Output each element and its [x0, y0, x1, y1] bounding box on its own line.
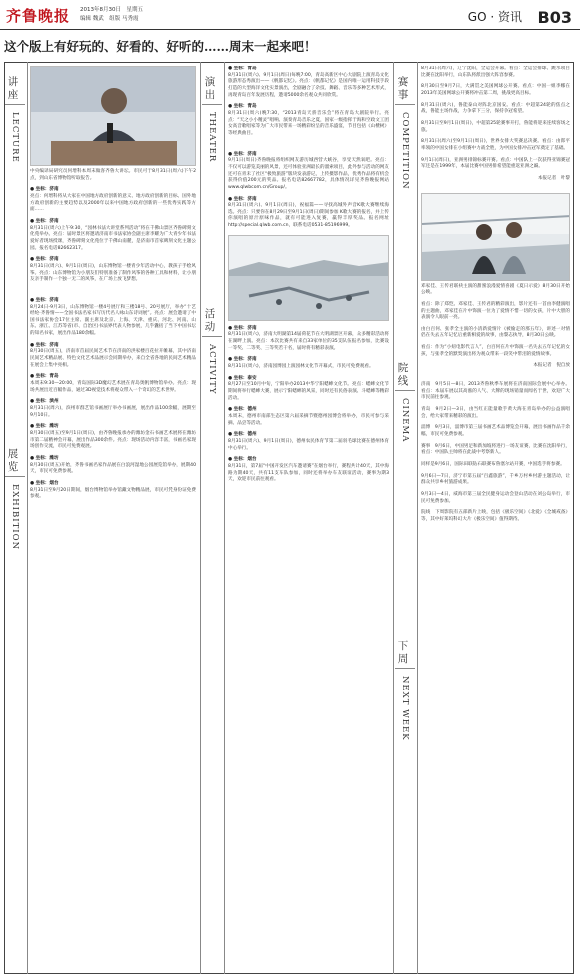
divider — [202, 104, 222, 105]
list-item — [228, 104, 389, 137]
item-body: 8月31日(周六)、9月1日(周日)每晚7:00，青岛高新区中心大剧院上演青岛文化旅游形态秀演出——《帆都记忆》。亮点：《帆都记忆》是国内唯一运用科技手段打造的大型海洋文化实景演出，全剧融合了杂技、舞蹈、音乐等多种艺术形式，再现青岛百年发展历程，邀请5000余名观众共同欣赏。 — [228, 72, 389, 98]
item-body: 9月1日(周日)，亚洲男排锦标赛开赛。看点：中国队上一次获得亚锦赛冠军还是在1999年，本届比赛中国男排希望能重返亚洲之巅。 — [421, 157, 570, 170]
list-item — [30, 374, 196, 394]
list-item — [421, 492, 570, 505]
list-item — [421, 382, 570, 402]
section-label-cinema-en: CINEMA — [400, 398, 410, 443]
issue-date: 2013年8月30日 星期五 — [80, 7, 143, 13]
list-item — [421, 407, 570, 420]
lecture-photo — [30, 66, 196, 166]
item-body: 看点：作为“小妞电影代言人”，白百何在片中饰演一名失去五年记忆的女孩，与张孝全的默契演出将为观众带来一段笑中带泪的爱情故事。 — [421, 345, 570, 357]
item-body: 看点：除了郑恺、邓家佳、王传君的精彩演出，影片还有一首由李健演唱的主题曲，邓家佳在片中饰演一位为了爱情不惜一切的女孩，片中大胆的表演令人眼前一亮。 — [421, 301, 570, 321]
list-item — [30, 456, 196, 476]
item-location: ● 坐标：青岛 — [228, 66, 257, 71]
list-item — [30, 257, 196, 284]
section-label-cinema: 院线 — [397, 362, 409, 388]
item-body: 8月31日(周六)，鲁能泰山对阵北京国安。看点：中超第24轮的焦点之战，鲁能主场作战，力争拿下三分，保持争冠希望。 — [421, 102, 570, 115]
item-body: 8月31日(周六)，济南大明湖第14届荷花节在大明湖景区开幕，众多精彩活动将在湖畔上演。亮点：本次比赛共有来自33家单位的35支队伍报名参加，比赛设一等奖、二等奖、三等奖若干名，届时将有精彩表演。 — [228, 332, 389, 351]
item-location: ● 坐标：德州 — [228, 432, 257, 438]
item-body: 8月31日(周六)至9月1日(周日)，世界女排大奖赛总决赛。看点：由郎平率领的中国女排在小组赛中力战全胜，为中国女排冲击冠军奠定了基础。 — [421, 139, 570, 151]
divider — [395, 104, 415, 105]
dateline — [80, 6, 143, 24]
list-item — [30, 219, 196, 252]
list-item — [228, 357, 389, 370]
item-body: 8月31日(周六)上午9:30，“园林书法大讲堂系列活动”将在千佛山景区齐鲁碑刻文化苑举办。亮点：届时景区将邀请济南市书法家协会副主席李耀为广大青少年书法爱好者现场授课，齐鲁碑刻文化苑位于千佛山南麓，是济南市首家碑刻文化主题公园。报名电话82662317。 — [30, 225, 196, 251]
item-location: ● 坐标：济南 — [30, 187, 59, 193]
list-item — [421, 302, 570, 322]
item-location: ● 坐标：德州 — [228, 407, 257, 413]
item-location: ● 坐标：烟台 — [228, 457, 257, 463]
item-location: ● 坐标：泰安 — [228, 375, 257, 381]
item-body: 淄博 9月3日，淄博市第三届书画艺术品博览会开幕，展出书画作品千余幅，市民可免费参观。 — [421, 425, 570, 438]
column1-content — [30, 66, 196, 970]
list-item — [421, 345, 570, 358]
section-label-competition-en: COMPETITION — [400, 112, 410, 190]
item-location: ● 坐标：济南 — [30, 297, 59, 303]
list-item — [421, 444, 570, 457]
item-body: 8月27日至10月中旬，宁阳举办2013中华宁阳蟋蟀文化节。亮点：蟋蟀文化节期间将举行蟋蟀大赛，展示宁阳蟋蟀的风采，同时还有民俗表演、斗蟋蟀等精彩活动。 — [228, 382, 389, 401]
item-body: 8月30日至9月7日，大满贯之美国网球公开赛。看点：中国一姐李娜在2013年美国网球公开赛将冲击第二周，挑战更高目标。 — [421, 84, 570, 96]
item-body: 8月31日(周六)，滨州市群艺馆书画展厅举办书画展，展出作品100余幅，展期至9月10日。 — [30, 406, 196, 418]
reporter-byline: 本报记者 倪自放 — [533, 363, 570, 369]
movie-still-image — [422, 194, 570, 281]
divider — [5, 104, 25, 105]
item-body: 8月30日(周五)，济南市首届民间艺术节在济南的洪家楼百花拉开帷幕，其中济南民间艺术精品展、特色文化艺术品展示会同期举办，来自全省各地的民间艺术精品在展会上集中亮相。 — [30, 349, 196, 368]
column3-label-strip — [394, 62, 418, 974]
list-item — [228, 407, 389, 427]
list-item — [228, 432, 389, 452]
section-label-exhibition: 展览 — [7, 448, 19, 474]
list-item — [421, 510, 570, 523]
list-item — [228, 326, 389, 353]
section-name: GO · 资讯 — [467, 10, 522, 24]
item-body: 8月30日(周五)至9月1日(周日)，由齐鲁晚报承办的潍坊金石书画艺术展将在潍坊市第二届精神会开幕，展出作品300余件。亮点：现场活动内容丰富，书画名家现场创作交流，市民可免费观展。 — [30, 431, 196, 450]
newspaper-logo: 齐鲁晚报 — [6, 7, 71, 25]
item-body: 9月6日—7日，济宁市第五届“百鑫旅游”，千乡万村乡村游主题活动，让群众共享乡村旅游成果。 — [421, 473, 570, 486]
item-body: 8月31日(周六)，济南园博园上演园林文化节开幕式，市民可免费观看。 — [228, 364, 374, 370]
masthead — [0, 0, 580, 30]
item-body: 青岛 9月2日—3日，由当红正能量歌手黄大海在青岛举办的公益演唱会，给大家带来精彩的演出。 — [421, 407, 570, 419]
list-item — [421, 84, 570, 97]
item-body: 9月1日(周日)齐鲁晚报将组织网友游历城西营大峡谷，享受天然氧吧。亮点：不仅可以游览美丽的风景，还可体验亚洲最长的溜索项目，此外参与活动的网友还可在青未了社区“极致旅游”版块发表游记，上传摄影作品，优秀作品将有机会获得价值200元的奖品。报名电话82667782，具体情况详见齐鲁晚报网站www.qlwbcom.cn/Group/。 — [228, 158, 389, 190]
list-item — [30, 424, 196, 451]
divider — [395, 668, 415, 669]
list-item — [421, 103, 570, 116]
item-body: 院线 下周影院有五部新片上映，包括《极乐空间》《北爱》《全城戒备》等，其中好莱坞科幻大片《极乐空间》值得期待。 — [421, 510, 570, 522]
lake-festival-photo-image — [229, 236, 389, 321]
list-item — [30, 298, 196, 338]
item-body: 8月31日(周六)晚7:30，“2013青岛天骄音乐会”将在青岛大剧院举行。亮点：“天之小小精灵”唱响、演奏青岛音乐之夏，国家一级指挥于海和空政文工团女高音歌唱家等为广大市民带来一场精彩纷呈的音乐盛宴，节目包括《山楂树》等经典曲目。 — [228, 110, 389, 136]
item-location: ● 坐标：济南 — [30, 218, 59, 224]
item-body: 济南 9月5日—8日，2013齐鲁秋季车展将在济南国际会展中心举办。看点：本届车展以其高涨的人气、大牌的现场销量而闻名于世，欢迎广大市民前往参观。 — [421, 382, 570, 401]
item-body: 本周末，德州市南部生态区第六届采摘节暨德州园博会将举办，市民可参与采摘、品尝等活动。 — [228, 414, 389, 426]
list-item — [228, 152, 389, 192]
activity-photo — [228, 235, 389, 321]
item-location: ● 坐标：潍坊 — [30, 424, 59, 430]
item-body: 由白百何、张孝全主演的小清新爱情片《被偷走的那五年》，讲述一对情侣在失去五年记忆后重新相爱的故事，由黎志执导，8月30日公映。 — [421, 326, 570, 339]
list-item — [228, 376, 389, 403]
cinema-photo-caption: 邓家佳、王传君联袂主演的甜蜜浪漫爱情喜剧《夏日示爱》8月30日开始公映。 — [421, 283, 570, 296]
section-label-theater-en: THEATER — [207, 112, 217, 163]
cinema-photo — [421, 193, 570, 281]
item-body: 8月31日(周六)，辽宁沈阳，全运会开幕。看点：全运会排球、跳水项目比赛在沈阳举行，山东队将派出强大阵容参赛。 — [421, 66, 570, 78]
item-body: 8月31日(周六)、9月1日(周日)，山东博物馆一楼青少年活动中心，教孩子手绘风筝。亮点：山东博物馆为小朋友们特别准备了制作风筝的各种工具和材料，让小朋友亲手制作一个独一无二的风筝，在广场上放飞梦想。 — [30, 263, 196, 283]
list-item — [228, 197, 389, 230]
reporter-byline: 本报记者 叶黎 — [537, 175, 570, 181]
item-body: 8月31日至9月1日(周日)，中超第25轮赛事开打，鲁能将迎来连续客场之旅。 — [421, 120, 570, 133]
item-body: 本周末9:30—20:00，青岛国际3D魔幻艺术展在青岛奥帆博物馆举办。亮点：现场共展出近百幅作品，通过3D视觉技术将观众带入一个奇幻的艺术世界。 — [30, 381, 196, 393]
divider — [202, 336, 222, 337]
item-body: 8月31日至9月20日期间，烟台博物馆举办馆藏文物精品展，市民可凭身份证免费参观。 — [30, 487, 196, 500]
list-item — [30, 481, 196, 501]
list-item — [30, 343, 196, 370]
lecture-photo-caption: 中央编译局研究员何增科本周末做客齐鲁大讲坛。市民可于8月31日(周六)下午2点，到山东省博物馆听取报告。 — [30, 169, 196, 181]
list-item — [421, 121, 570, 134]
item-location: ● 坐标：济南 — [228, 196, 257, 202]
item-location: ● 坐标：滨州 — [30, 399, 59, 405]
list-item — [421, 139, 570, 152]
section-label-nextweek-en: NEXT WEEK — [400, 676, 410, 741]
item-body: 同样是9月6日，国际田联钻石联赛布鲁塞尔站开赛，中国选手将参赛。 — [421, 462, 565, 467]
list-item — [421, 425, 570, 438]
item-body: 8月31日(周六)、9月1日(周日)，德州农民体育节第二届羽毛球比赛在德州体育中心举行。 — [228, 438, 389, 451]
item-location: ● 坐标：青岛 — [30, 374, 59, 380]
list-item — [421, 462, 570, 469]
item-body: 赛事 9月6日，中国男足和新加坡将进行一场友谊赛，比赛在沈阳举行，看点：中国队主帅将在此战中考察新人。 — [421, 443, 570, 456]
speaker-photo-image — [31, 67, 196, 166]
section-label-activity: 活动 — [204, 308, 216, 334]
divider — [5, 476, 25, 477]
list-item — [421, 327, 570, 340]
column2-label-strip — [201, 62, 225, 974]
section-label-theater: 演出 — [204, 76, 216, 102]
item-body: 8月24日-9月3日，山东博物馆一楼4号展厅和三楼18号、20号展厅，举办“十艺经纶·齐鲁情——全国书法名家书写历代名人咏山东诗词展”。亮点：展会邀请了中国书法家协会17位主席、副主席及北京、上海、天津、重庆、河北、河南、山东、浙江、江苏等省(市、自治区)书法界代表人物参展，几乎囊括了当下中国书坛的知名书家，展出作品180余幅。 — [30, 304, 196, 337]
item-body: 8月30日(周五)开始，齐鲁书画名家作品展在白浪河湿地公园展览馆举办，展期40天，市民可免费参观。 — [30, 462, 196, 475]
list-item — [30, 399, 196, 419]
column1-label-strip — [4, 62, 28, 974]
list-item — [30, 187, 196, 214]
item-location: ● 坐标：济南 — [30, 342, 59, 348]
item-location: ● 坐标：济南 — [228, 151, 257, 157]
list-item — [421, 474, 570, 487]
divider — [395, 390, 415, 391]
page-number: B03 — [537, 8, 572, 27]
section-label-activity-en: ACTIVITY — [207, 344, 217, 395]
item-location: ● 坐标：潍坊 — [30, 455, 59, 461]
item-body: 9月3日—4日，威海市第三届全民健身运动会登山活动在刘公岛举行，市民可免费参加。 — [421, 491, 570, 504]
item-location: ● 坐标：济南 — [30, 257, 59, 263]
item-body: 8月31日(周六)、9月1日(周日)，祝福篇——寻找高城外声音K歌大赛继续海选。亮点：只要你在8月29日至9月1日(周日)期间参加 K歌大赛的报名，并上传你演唱的原汁原味作品，就有可能进入复赛，赢得丰厚奖品。报名网址http://special.qlwb.com.cn，联系电话0531-85196999。 — [228, 203, 389, 229]
list-item — [228, 66, 389, 99]
item-location: ● 坐标：烟台 — [30, 480, 59, 486]
column3-content — [421, 66, 570, 970]
item-location: ● 坐标：济南 — [228, 325, 257, 331]
column2-content — [228, 66, 389, 970]
item-location: ● 坐标：青岛 — [228, 104, 257, 110]
item-location: ● 坐标：济南 — [228, 357, 257, 363]
list-item — [228, 457, 389, 484]
section-label-competition: 赛事 — [397, 76, 409, 102]
section-label-lecture: 讲座 — [7, 76, 19, 102]
item-body: 8月31日，第7届“中国开发区汽车邀请赛”在烟台举行，赛程共计40天，其中海路为期40天，共有11支车队参加，同时还将举办车友联谊活动，赛事为期3天，欢迎市民前往观看。 — [228, 463, 389, 483]
section-label-exhibition-en: EXHIBITION — [10, 484, 20, 551]
list-item — [421, 66, 570, 79]
item-body: 亮点：何增科将从大家在中国地方政府创新的意义、地方政府创新的目标、国外地方政府创新的主要趋势以及2000年以来中国地方政府创新的一些优秀实践等方面…… — [30, 193, 196, 213]
page-headline: 这个版上有好玩的、好看的、好听的……周末一起来吧！ — [4, 39, 317, 54]
list-item — [421, 158, 570, 171]
editor-credits: 编辑 魏武 组版 马秀霞 — [80, 15, 139, 22]
section-label-nextweek: 下周 — [397, 640, 409, 666]
section-label-lecture-en: LECTURE — [10, 112, 20, 163]
